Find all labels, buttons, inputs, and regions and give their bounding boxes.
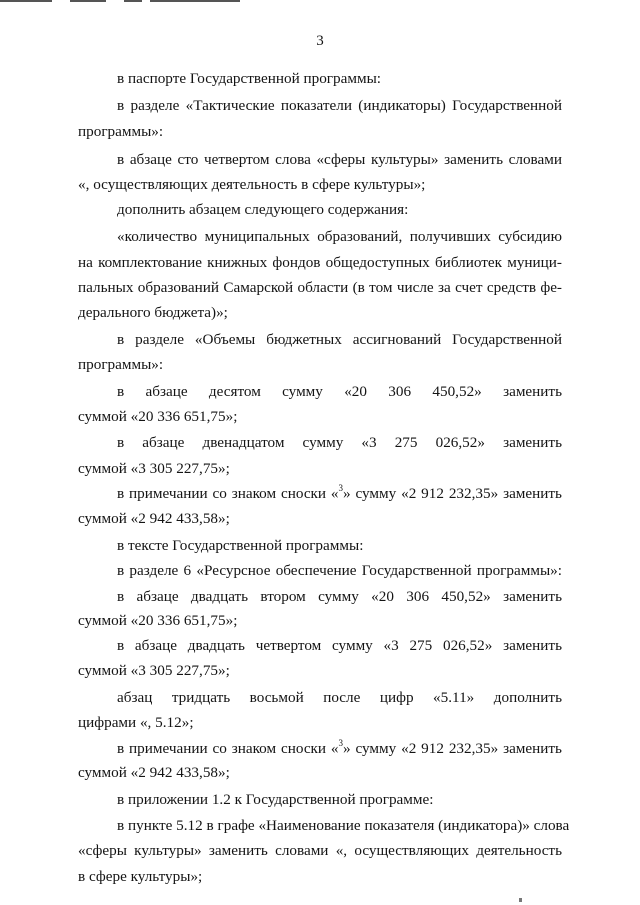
paragraph-7-line-1: в абзаце десятом сумму «20 306 450,52» заменить	[117, 383, 562, 400]
scan-speck	[519, 898, 522, 902]
paragraph-11: в разделе 6 «Ресурсное обеспечение Государственной программы»:	[117, 562, 562, 579]
paragraph-9-line-1	[117, 482, 562, 506]
paragraph-15-text-a: в примечании со знаком сноски «	[117, 740, 339, 757]
paragraph-9-text-b: » сумму «2 912 232,35» заменить	[343, 485, 562, 502]
paragraph-5-line-4: дерального бюджета)»;	[78, 304, 228, 321]
paragraph-6-line-1: в разделе «Объемы бюджетных ассигнований Государственной	[117, 331, 562, 348]
paragraph-13-line-2: суммой «3 305 227,75»;	[78, 662, 230, 679]
paragraph-4: дополнить абзацем следующего содержания:	[117, 201, 409, 218]
paragraph-15-line-2: суммой «2 942 433,58»;	[78, 764, 230, 781]
paragraph-9-text-a: в примечании со знаком сноски «	[117, 485, 339, 502]
paragraph-17-line-1: в пункте 5.12 в графе «Наименование показателя (индикатора)» слова	[117, 817, 570, 834]
paragraph-12-line-2: суммой «20 336 651,75»;	[78, 612, 238, 629]
paragraph-6-line-2: программы»:	[78, 356, 164, 373]
paragraph-5-line-3: пальных образований Самарской области (в том числе за счет средств фе-	[78, 279, 562, 296]
footnote-mark: 3	[338, 482, 344, 493]
paragraph-10: в тексте Государственной программы:	[117, 537, 364, 554]
paragraph-14-line-2: цифрами «, 5.12»;	[78, 714, 194, 731]
paragraph-8-line-1: в абзаце двенадцатом сумму «3 275 026,52» заменить	[117, 434, 562, 451]
paragraph-2-line-1: в разделе «Тактические показатели (индикаторы) Государственной	[117, 97, 562, 114]
paragraph-5-line-1: «количество муниципальных образований, получивших субсидию	[117, 228, 562, 245]
paragraph-16: в приложении 1.2 к Государственной программе:	[117, 791, 434, 808]
paragraph-17-line-2: «сферы культуры» заменить словами «, осуществляющих деятельность	[78, 842, 562, 859]
paragraph-7-line-2: суммой «20 336 651,75»;	[78, 408, 238, 425]
paragraph-1: в паспорте Государственной программы:	[117, 70, 382, 87]
paragraph-12-line-1: в абзаце двадцать втором сумму «20 306 450,52» заменить	[117, 588, 562, 605]
paragraph-15-text-b: » сумму «2 912 232,35» заменить	[343, 740, 562, 757]
paragraph-3-line-1: в абзаце сто четвертом слова «сферы культуры» заменить словами	[117, 151, 562, 168]
paragraph-3-line-2: «, осуществляющих деятельность в сфере культуры»;	[78, 176, 426, 193]
page-number: 3	[316, 33, 324, 49]
footnote-mark: 3	[338, 737, 344, 748]
paragraph-5-line-2: на комплектование книжных фондов общедоступных библиотек муници-	[78, 254, 562, 271]
paragraph-17-line-3: в сфере культуры»;	[78, 868, 203, 885]
paragraph-14-line-1: абзац тридцать восьмой после цифр «5.11» дополнить	[117, 689, 562, 706]
paragraph-8-line-2: суммой «3 305 227,75»;	[78, 460, 230, 477]
paragraph-13-line-1: в абзаце двадцать четвертом сумму «3 275 026,52» заменить	[117, 637, 562, 654]
scan-top-edge	[0, 0, 250, 3]
paragraph-2-line-2: программы»:	[78, 123, 164, 140]
paragraph-15-line-1	[117, 737, 562, 761]
paragraph-9-line-2: суммой «2 942 433,58»;	[78, 510, 230, 527]
